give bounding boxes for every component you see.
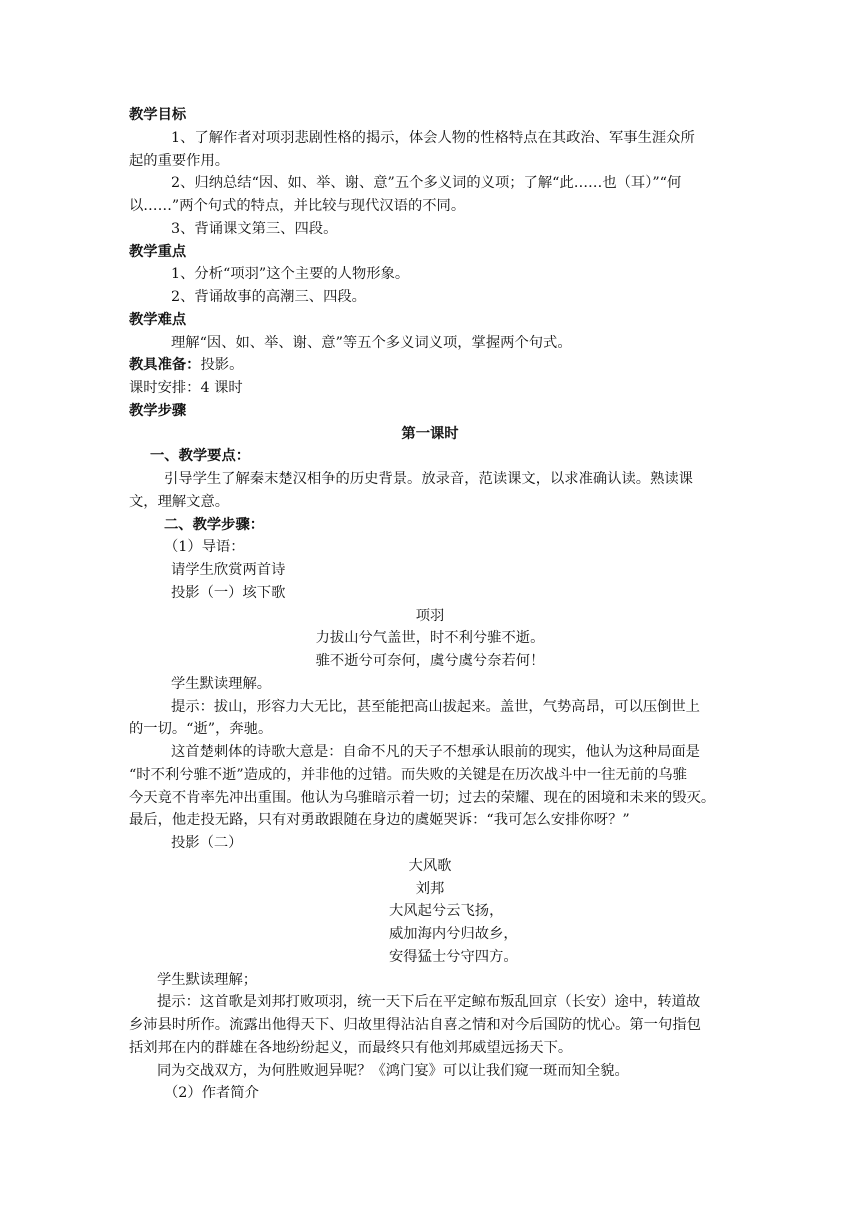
question-line: 同为交战双方，为何胜败迥异呢？《鸿门宴》可以让我们窥一斑而知全貌。 <box>157 1063 629 1079</box>
objective-line: 2、归纳总结“因、如、举、谢、意”五个多义词的义项；了解“此……也（耳）”“何 <box>171 175 682 191</box>
section1-title: 一、教学要点： <box>150 448 251 464</box>
poem1-hint-line: 的一切。“逝”，奔驰。 <box>129 721 273 737</box>
projection-2: 投影（二） <box>171 835 243 851</box>
key-point-line: 1、分析“项羽”这个主要的人物形象。 <box>171 266 410 282</box>
heading-objectives: 教学目标 <box>129 107 187 123</box>
objective-line: 以……”两个句式的特点，并比较与现代汉语的不同。 <box>129 198 466 214</box>
section1-line: 引导学生了解秦末楚汉相争的历史背景。放录音，范读课文，以求准确认读。熟读课 <box>164 471 693 487</box>
poem1-read-line: 学生默读理解。 <box>171 676 272 692</box>
poem2-line: 威加海内兮归故乡， <box>389 926 518 942</box>
tools-line <box>129 354 243 377</box>
poem1-meaning-line: 最后，他走投无路，只有对勇敢跟随在身边的虞姬哭诉：“我可怎么安排你呀？” <box>129 812 630 828</box>
poem2-line: 大风起兮云飞扬， <box>389 903 504 919</box>
poem2-author: 刘邦 <box>415 881 445 897</box>
tools-value: 投影。 <box>200 357 244 373</box>
poem1-meaning-line: 这首楚刺体的诗歌大意是：自命不凡的天子不想承认眼前的现实，他认为这种局面是 <box>171 744 700 760</box>
poem1-line: 力拔山兮气盖世，时不利兮骓不逝。 <box>315 630 545 646</box>
author-intro-heading: （2）作者简介 <box>164 1085 259 1101</box>
schedule-line: 课时安排：4 课时 <box>129 380 243 396</box>
section2-intro: （1）导语： <box>164 539 245 555</box>
section1-line: 文，理解文意。 <box>129 494 230 510</box>
projection-1: 投影（一）垓下歌 <box>171 585 286 601</box>
objective-line: 1、了解作者对项羽悲剧性格的揭示，体会人物的性格特点在其政治、军事生涯众所 <box>171 130 695 146</box>
difficulty-line: 理解“因、如、举、谢、意”等五个多义词义项，掌握两个句式。 <box>171 335 572 351</box>
objective-line: 3、背诵课文第三、四段。 <box>171 221 338 237</box>
heading-steps: 教学步骤 <box>129 403 187 419</box>
poem2-read-line: 学生默读理解； <box>157 972 258 988</box>
poem2-title: 大风歌 <box>408 858 452 874</box>
poem2-hint-line: 括刘邦在内的群雄在各地纷纷起义，而最终只有他刘邦威望远扬天下。 <box>129 1040 573 1056</box>
lesson-title: 第一课时 <box>401 426 459 442</box>
poem1-meaning-line: 今天竟不肯率先冲出重围。他认为乌骓暗示着一切；过去的荣耀、现在的困境和未来的毁灭。 <box>129 790 716 806</box>
poem1-line: 骓不逝兮可奈何，虞兮虞兮奈若何！ <box>315 653 545 669</box>
heading-key-points: 教学重点 <box>129 244 187 260</box>
tools-label: 教具准备： <box>129 357 201 373</box>
heading-difficulties: 教学难点 <box>129 312 187 328</box>
section2-title: 二、教学步骤： <box>164 517 265 533</box>
poem1-meaning-line: “时不利兮骓不逝”造成的，并非他的过错。而失败的关键是在历次战斗中一往无前的乌骓 <box>129 767 687 783</box>
key-point-line: 2、背诵故事的高潮三、四段。 <box>171 289 366 305</box>
poem2-hint-line: 乡沛县时所作。流露出他得天下、归故里得沾沾自喜之情和对今后国防的忧心。第一句指包 <box>129 1017 701 1033</box>
poem1-hint-line: 提示：拔山，形容力大无比，甚至能把高山拔起来。盖世，气势高昂，可以压倒世上 <box>171 699 700 715</box>
poem1-author: 项羽 <box>415 608 445 624</box>
objective-line: 起的重要作用。 <box>129 153 230 169</box>
poem2-hint-line: 提示：这首歌是刘邦打败项羽，统一天下后在平定鲸布叛乱回京（长安）途中，转道故 <box>157 994 701 1010</box>
poem2-line: 安得猛士兮守四方。 <box>389 949 518 965</box>
section2-instruction: 请学生欣赏两首诗 <box>171 562 286 578</box>
